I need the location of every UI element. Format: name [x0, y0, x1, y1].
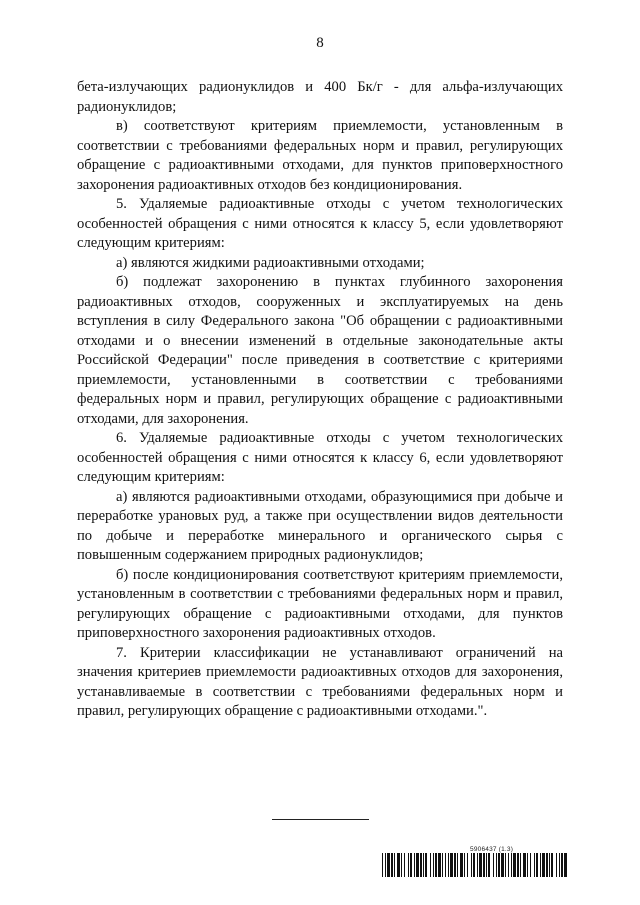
- document-body: [77, 78, 563, 722]
- barcode-icon: [382, 853, 567, 877]
- page-number: 8: [316, 35, 324, 51]
- paragraph-continuation: бета-излучающих радионуклидов и 400 Бк/г - для альфа-излучающих радионуклидов;: [77, 79, 563, 115]
- paragraph-item-b: б) после кондиционирования соответствуют критериям приемлемости, установленным в соответствии с требованиями федеральных норм и правил, регулирующих обращение с радиоактивными отходами, для пунктов приповерхностного захоронения радиоактивных отходов.: [77, 566, 563, 641]
- document-code: 5906437 (1.3): [470, 846, 514, 853]
- paragraph-item-a: а) являются жидкими радиоактивными отходами;: [116, 254, 425, 271]
- paragraph-clause-5: 5. Удаляемые радиоактивные отходы с учетом технологических особенностей обращения с ними относятся к классу 5, если удовлетворяют следующим критериям:: [77, 196, 563, 251]
- footer-divider: [272, 819, 369, 820]
- paragraph-clause-7: 7. Критерии классификации не устанавливают ограничений на значения критериев приемлемости радиоактивных отходов для захоронения, устанавливаемые в соответствии с требованиями федеральных норм и правил, регулирующих обращение с радиоактивными отходами.".: [77, 644, 563, 719]
- paragraph-item-b: б) подлежат захоронению в пунктах глубинного захоронения радиоактивных отходов, сооруженных и эксплуатируемых на день вступления в силу Федерального закона "Об обращении с радиоактивными отходами и о внесении изменений в отдельные законодательные акты Российской Федерации" после приведения в соответствие с критериями приемлемости, установленными в соответствии с требованиями федеральных норм и правил, регулирующих обращение с радиоактивными отходами, для захоронения.: [77, 274, 563, 427]
- paragraph-item-a: а) являются радиоактивными отходами, образующимися при добыче и переработке урановых руд, а также при осуществлении видов деятельности по добыче и переработке минерального и органического сырья с повышенным содержанием природных радионуклидов;: [77, 488, 563, 563]
- paragraph-item-v: в) соответствуют критериям приемлемости, установленным в соответствии с требованиями федеральных норм и правил, регулирующих обращение с радиоактивными отходами, для пунктов приповерхностного захоронения радиоактивных отходов без кондиционирования.: [77, 118, 563, 193]
- paragraph-clause-6: 6. Удаляемые радиоактивные отходы с учетом технологических особенностей обращения с ними относятся к классу 6, если удовлетворяют следующим критериям:: [77, 430, 563, 485]
